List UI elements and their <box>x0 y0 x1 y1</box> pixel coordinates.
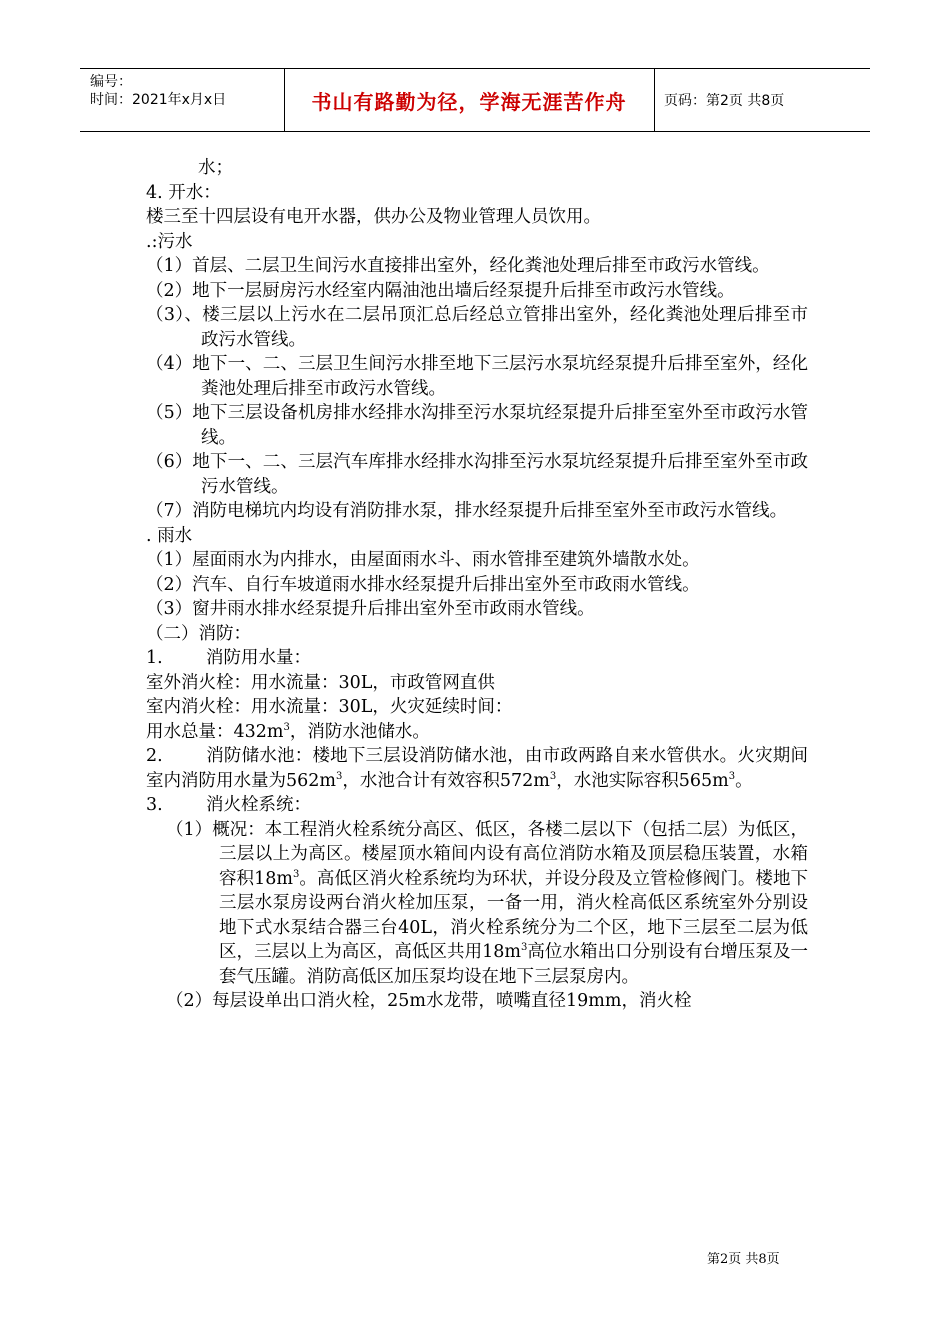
item-number: 1. <box>146 648 163 668</box>
list-item: （4）地下一、二、三层卫生间污水排至地下三层污水泵坑经泵提升后排至室外，经化粪池处理后排至市政污水管线。 <box>146 354 808 399</box>
numbered-paragraph <box>146 744 808 793</box>
page-footer: 第2页 共8页 <box>707 1252 780 1267</box>
superscript: 3 <box>283 721 290 733</box>
number-label: 编号： <box>90 74 132 90</box>
numbered-heading <box>146 793 808 818</box>
text-run: 。高低区消火栓系统均为环状，并设分段及立管检修阀门。楼地下三层水泵房设两台消火栓加压泵，一备一用，消火栓高低区系统室外分别设地下式水泵结合器三台40L，消火栓系统分为二个区，地下三层至二层为低区，三层以上为高区，高低区共用18m <box>219 868 808 962</box>
list-item: （3）、楼三层以上污水在二层吊顶汇总后经总立管排出室外，经化粪池处理后排至市政污水管线。 <box>146 305 808 350</box>
page-header <box>80 68 870 132</box>
header-divider <box>654 69 655 131</box>
list-item: （7）消防电梯坑内均设有消防排水泵，排水经泵提升后排至室外至市政污水管线。 <box>146 501 788 521</box>
header-page-info: 页码：第2页 共8页 <box>664 93 785 109</box>
list-item: （6）地下一、二、三层汽车库排水经排水沟排至污水泵坑经泵提升后排至室外至市政污水管线。 <box>146 452 808 497</box>
item-number: 2. <box>146 746 163 766</box>
list-item <box>146 818 808 990</box>
text-line: 楼三至十四层设有电开水器，供办公及物业管理人员饮用。 <box>146 207 601 227</box>
section-heading: 4. 开水： <box>146 182 221 203</box>
text-run: ，水池实际容积565m <box>556 770 729 791</box>
list-item: （5）地下三层设备机房排水经排水沟排至污水泵坑经泵提升后排至室外至市政污水管线。 <box>146 403 808 448</box>
text-run: （1）概况：本工程消火栓系统分高区、低区，各楼二层以下（包括二层）为低区，三层以上为高区。楼屋顶水箱间内设有高位消防水箱及顶层稳压装置，水箱容积18m <box>166 819 808 889</box>
text-run: 高位水箱出口分别设有台增压泵及一套气压罐。消防高低区加压泵均设在地下三层泵房内。 <box>219 942 808 987</box>
superscript: 3 <box>549 770 557 782</box>
document-body <box>146 156 808 1014</box>
text-line <box>146 720 808 745</box>
header-motto: 书山有路勤为径，学海无涯苦作舟 <box>311 89 627 114</box>
text-run: ，消防水池储水。 <box>289 721 430 742</box>
text-line: 室外消火栓：用水流量：30L，市政管网直供 <box>146 672 495 693</box>
superscript: 3 <box>336 770 343 782</box>
section-heading: .:污水 <box>146 231 193 252</box>
text-run: 。 <box>735 770 753 791</box>
list-item: （2）地下一层厨房污水经室内隔油池出墙后经泵提升后排至市政污水管线。 <box>146 280 735 301</box>
item-number: 3. <box>146 795 163 815</box>
list-item: （2）每层设单出口消火栓，25m水龙带，喷嘴直径19mm，消火栓 <box>166 991 692 1011</box>
time-label: 时间：2021年x月x日 <box>90 92 227 108</box>
list-item: （1）首层、二层卫生间污水直接排出室外，经化粪池处理后排至市政污水管线。 <box>146 256 770 276</box>
item-text: 消火栓系统： <box>206 795 311 815</box>
list-item: （2）汽车、自行车坡道雨水排水经泵提升后排出室外至市政雨水管线。 <box>146 574 700 595</box>
text-run: ，水池合计有效容积572m <box>342 770 550 791</box>
text-run: 消防储水池：楼地下三层设消防储水池，由市政两路自来水管供水。火灾期间室内消防用水量为562m <box>146 746 808 791</box>
superscript: 3 <box>728 770 736 782</box>
text-line: 室内消火栓：用水流量：30L，火灾延续时间： <box>146 697 513 717</box>
list-item: （3）窗井雨水排水经泵提升后排出室外至市政雨水管线。 <box>146 599 595 619</box>
item-text: 消防用水量： <box>206 648 311 668</box>
numbered-heading <box>146 646 808 671</box>
superscript: 3 <box>292 868 300 880</box>
section-heading: . 雨水 <box>146 525 193 546</box>
text-line: 水； <box>198 158 233 178</box>
header-meta <box>90 73 226 109</box>
superscript: 3 <box>520 942 528 954</box>
text-run: 用水总量：432m <box>146 721 284 742</box>
list-item: （1）屋面雨水为内排水，由屋面雨水斗、雨水管排至建筑外墙散水处。 <box>146 550 700 570</box>
section-heading: （二）消防： <box>146 623 251 644</box>
